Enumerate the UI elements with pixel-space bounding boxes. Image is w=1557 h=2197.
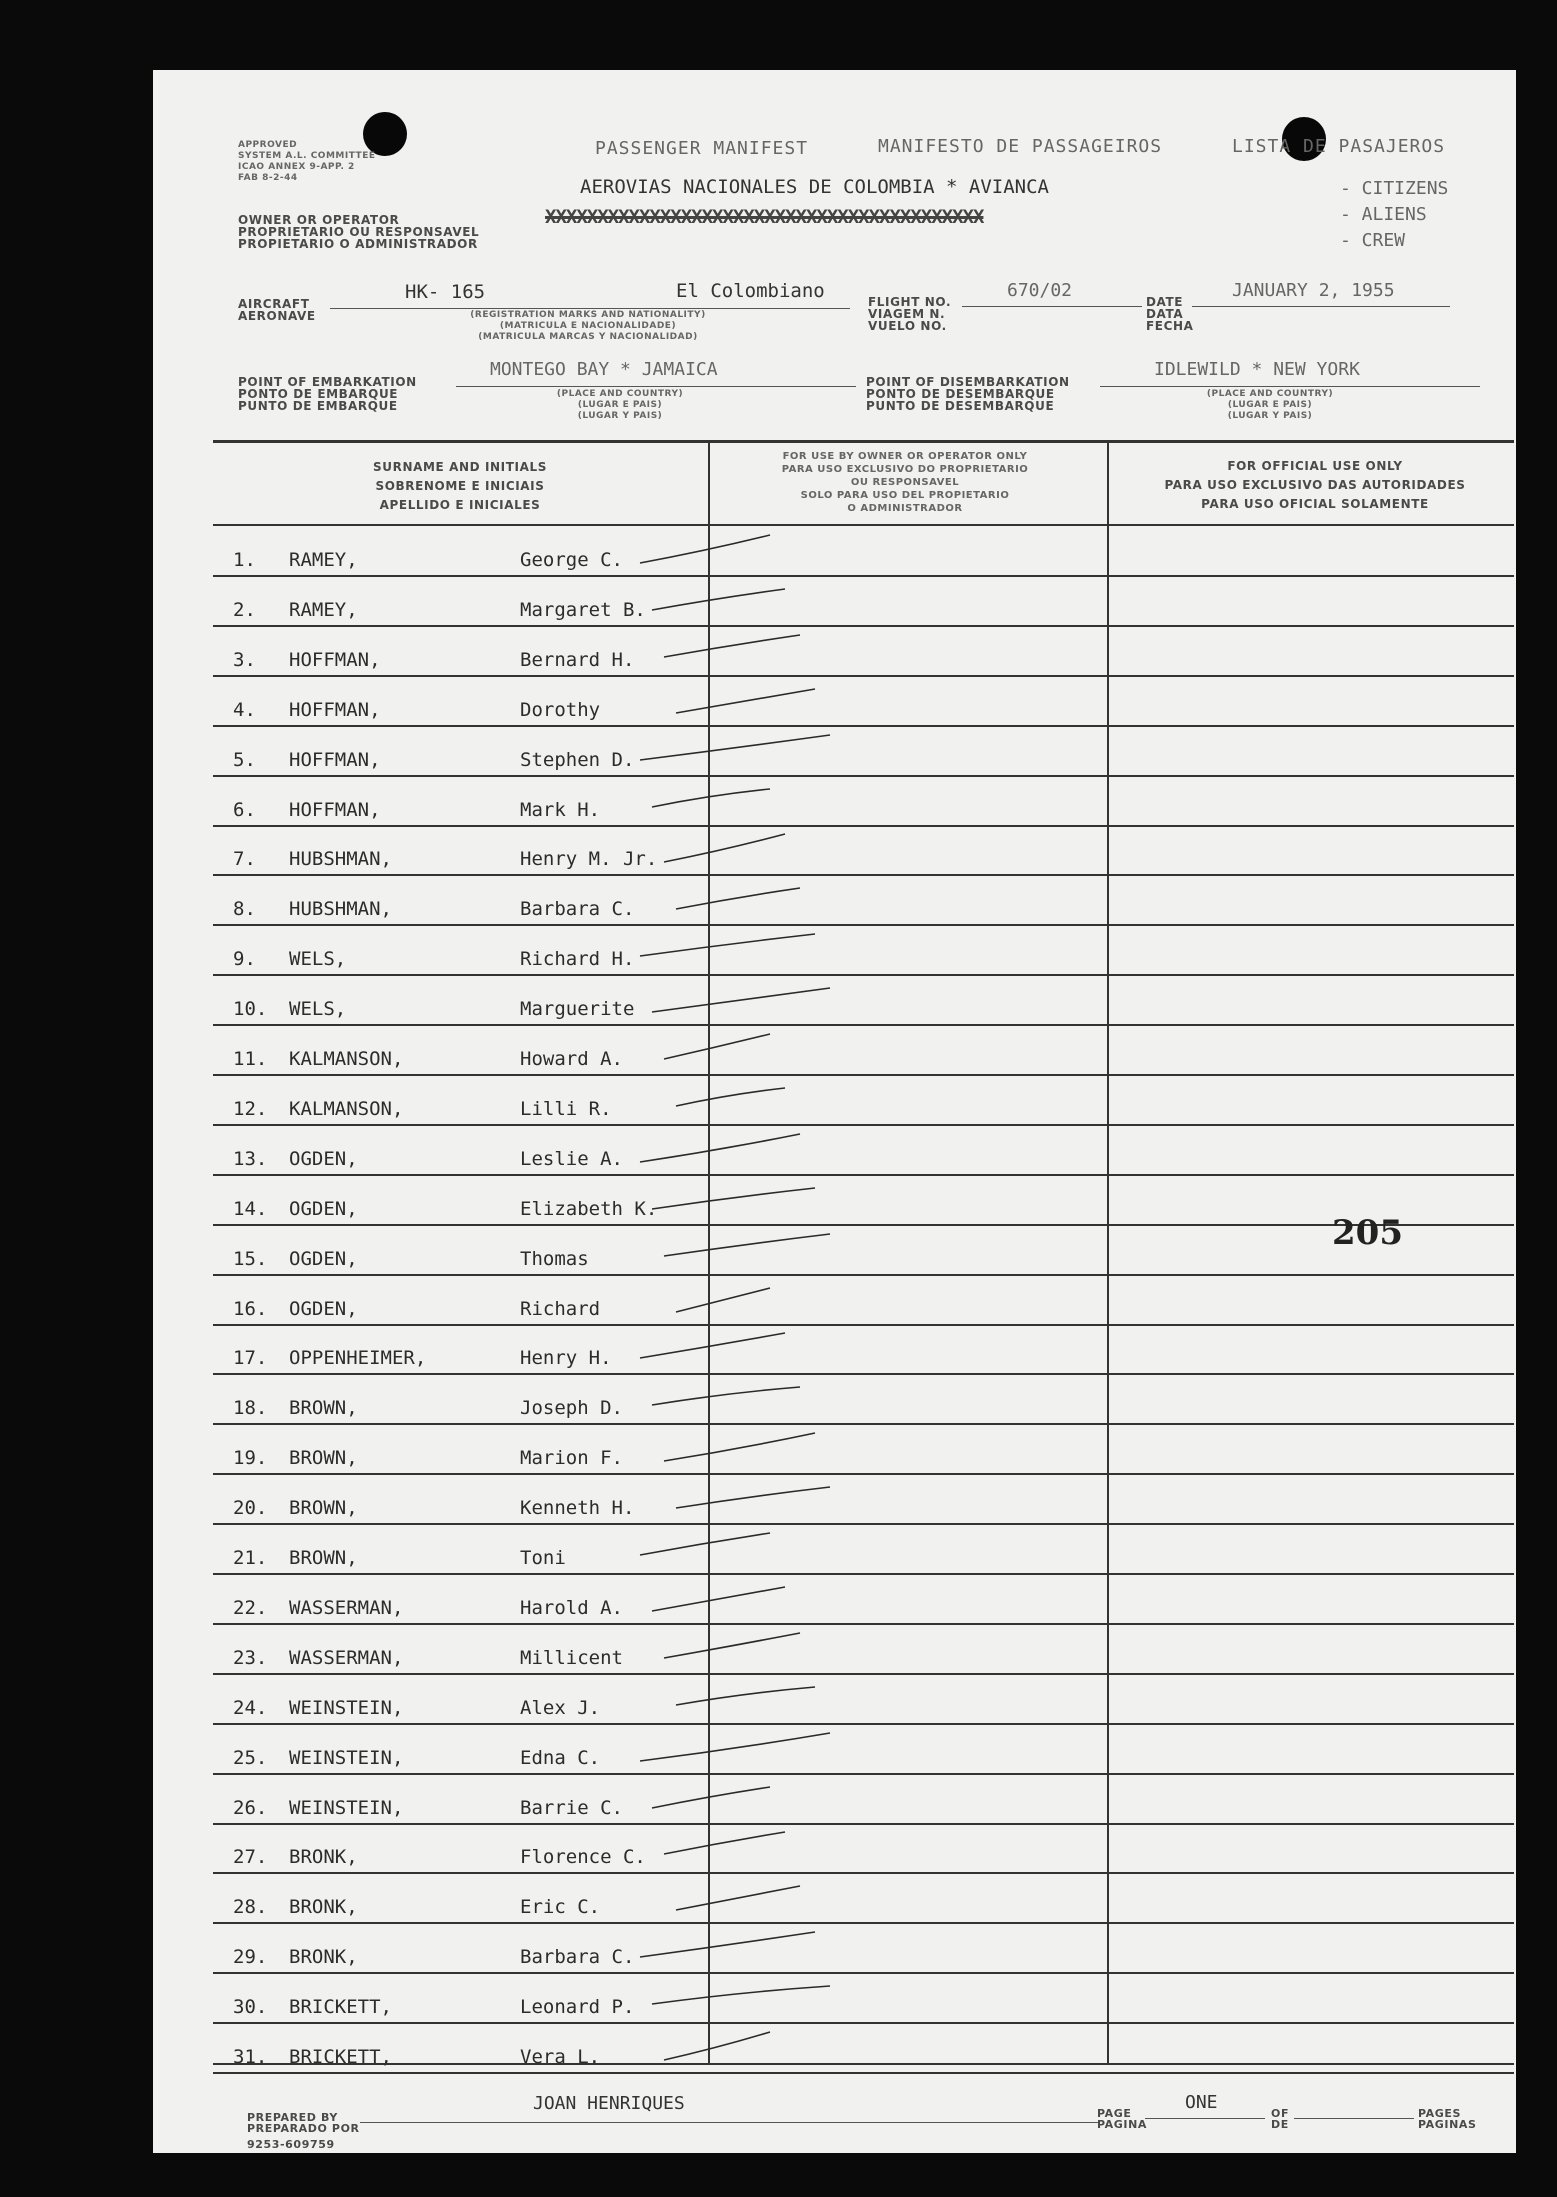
passenger-number: 28. [233,1896,268,1918]
class-citizens: - CITIZENS [1340,178,1449,199]
aircraft-registration: HK- 165 [405,281,486,303]
owner-label-line: OWNER OR OPERATOR [238,213,400,227]
passenger-surname: WEINSTEIN, [289,1797,404,1819]
passenger-given-name: Leslie A. [520,1148,623,1170]
passenger-surname: OGDEN, [289,1148,358,1170]
owner-label-line: PROPIETARIO O ADMINISTRADOR [238,237,478,251]
approval-line: APPROVED [238,140,298,150]
class-aliens: - ALIENS [1340,204,1427,225]
disembark-label-line: POINT OF DISEMBARKATION [866,375,1070,389]
passenger-surname: RAMEY, [289,599,358,621]
passenger-number: 22. [233,1597,268,1619]
table-row-rule [213,1074,1514,1076]
column-header-line: PARA USO EXCLUSIVO DAS AUTORIDADES [1164,478,1466,492]
table-row-rule [213,1024,1514,1026]
title-pt: MANIFESTO DE PASSAGEIROS [878,136,1163,157]
embark-label-line: POINT OF EMBARKATION [238,375,417,389]
passenger-given-name: Joseph D. [520,1397,623,1419]
table-top-rule [213,440,1514,443]
passenger-number: 31. [233,2046,268,2068]
passenger-given-name: Mark H. [520,799,601,821]
passenger-number: 29. [233,1946,268,1968]
column-header-line: APELLIDO E INICIALES [379,498,541,512]
of-label-line: DE [1271,2118,1289,2131]
class-crew: - CREW [1340,230,1406,251]
flight-label [868,296,951,332]
passenger-surname: WELS, [289,948,347,970]
passenger-surname: KALMANSON, [289,1098,404,1120]
date-label-line: FECHA [1146,319,1194,333]
column-header-owner [720,450,1090,515]
page-underline [1145,2118,1265,2119]
passenger-given-name: George C. [520,549,623,571]
embark-place-note [500,389,740,422]
passenger-given-name: Bernard H. [520,649,635,671]
passenger-given-name: Eric C. [520,1896,601,1918]
passenger-surname: OGDEN, [289,1198,358,1220]
passenger-surname: WEINSTEIN, [289,1697,404,1719]
embark-label-line: PUNTO DE EMBARQUE [238,399,398,413]
passenger-given-name: Howard A. [520,1048,623,1070]
passenger-number: 5. [233,749,256,771]
column-divider-owner [708,443,710,2063]
aircraft-note [438,310,738,343]
passenger-surname: BRICKETT, [289,1996,392,2018]
disembark-label-line: PUNTO DE DESEMBARQUE [866,399,1055,413]
aircraft-note-line: (MATRICULA MARCAS Y NACIONALIDAD) [478,332,698,342]
passenger-surname: HUBSHMAN, [289,848,392,870]
disembark-underline [1100,386,1480,387]
passenger-number: 19. [233,1447,268,1469]
pages-label-line: PAGES [1418,2107,1462,2120]
passenger-surname: BRONK, [289,1946,358,1968]
title-es: LISTA DE PASAJEROS [1232,136,1446,157]
place-note-line: (PLACE AND COUNTRY) [1206,389,1334,399]
prepared-label-line: PREPARADO POR [247,2122,360,2135]
approval-line: FAB 8-2-44 [238,173,298,183]
passenger-number: 25. [233,1747,268,1769]
page-label [1097,2108,1147,2130]
passenger-surname: BRONK, [289,1846,358,1868]
passenger-number: 15. [233,1248,268,1270]
table-row-rule [213,1823,1514,1825]
passenger-number: 9. [233,948,256,970]
passenger-number: 23. [233,1647,268,1669]
prepared-by-value: JOAN HENRIQUES [533,2093,685,2114]
column-header-line: PARA USO OFICIAL SOLAMENTE [1201,497,1429,511]
passenger-surname: WASSERMAN, [289,1647,404,1669]
column-header-official [1115,457,1515,514]
column-divider-official [1107,443,1109,2063]
passenger-surname: WASSERMAN, [289,1597,404,1619]
passenger-number: 7. [233,848,256,870]
table-row-rule [213,1922,1514,1924]
passenger-surname: HOFFMAN, [289,749,381,771]
owner-label-line: PROPRIETARIO OU RESPONSAVEL [238,225,480,239]
passenger-given-name: Vera L. [520,2046,601,2068]
footer-bottom-rule [213,2063,1514,2065]
table-row-rule [213,2072,1514,2074]
table-row-rule [213,1972,1514,1974]
embark-label-line: PONTO DE EMBARQUE [238,387,399,401]
flight-number: 670/02 [1007,280,1073,301]
owner-value: AEROVIAS NACIONALES DE COLOMBIA * AVIANCA [580,176,1049,198]
place-note-line: (LUGAR E PAIS) [1227,400,1313,410]
pages-label [1418,2108,1477,2130]
table-row-rule [213,1723,1514,1725]
stamp-number: 205 [1332,1213,1403,1253]
pages-label-line: PAGINAS [1418,2118,1477,2131]
passenger-given-name: Barbara C. [520,1946,635,1968]
column-header-line: PARA USO EXCLUSIVO DO PROPRIETARIO [781,464,1029,475]
passenger-given-name: Leonard P. [520,1996,635,2018]
passenger-surname: BROWN, [289,1547,358,1569]
passenger-given-name: Florence C. [520,1846,646,1868]
disembark-value: IDLEWILD * NEW YORK [1154,359,1360,380]
table-row-rule [213,1373,1514,1375]
date-value: JANUARY 2, 1955 [1232,280,1395,301]
passenger-surname: OGDEN, [289,1298,358,1320]
place-note-line: (PLACE AND COUNTRY) [556,389,684,399]
passenger-number: 2. [233,599,256,621]
flight-label-line: VIAGEM N. [868,307,946,321]
flight-label-line: FLIGHT NO. [868,295,952,309]
disembark-label [866,376,1070,412]
disembark-label-line: PONTO DE DESEMBARQUE [866,387,1055,401]
column-header-line: O ADMINISTRADOR [847,503,963,514]
passenger-number: 18. [233,1397,268,1419]
aircraft-note-line: (MATRICULA E NACIONALIDADE) [499,321,677,331]
passenger-number: 20. [233,1497,268,1519]
table-row-rule [213,1872,1514,1874]
passenger-surname: BRICKETT, [289,2046,392,2068]
passenger-given-name: Edna C. [520,1747,601,1769]
table-row-rule [213,1174,1514,1176]
passenger-given-name: Alex J. [520,1697,601,1719]
passenger-given-name: Marion F. [520,1447,623,1469]
passenger-number: 11. [233,1048,268,1070]
table-row-rule [213,1773,1514,1775]
passenger-number: 3. [233,649,256,671]
of-label [1271,2108,1289,2130]
embark-value: MONTEGO BAY * JAMAICA [490,359,718,380]
passenger-given-name: Elizabeth K. [520,1198,658,1220]
approval-block [238,140,376,184]
page-number: ONE [1185,2092,1218,2113]
page-label-line: PAGE [1097,2107,1132,2120]
table-row-rule [213,675,1514,677]
of-label-line: OF [1271,2107,1290,2120]
table-row-rule [213,1623,1514,1625]
table-row-rule [213,1124,1514,1126]
passenger-surname: WEINSTEIN, [289,1747,404,1769]
passenger-given-name: Thomas [520,1248,589,1270]
column-header-line: FOR OFFICIAL USE ONLY [1227,459,1403,473]
passenger-number: 16. [233,1298,268,1320]
table-row-rule [213,924,1514,926]
passenger-surname: HOFFMAN, [289,699,381,721]
passenger-number: 10. [233,998,268,1020]
passenger-number: 27. [233,1846,268,1868]
table-row-rule [213,974,1514,976]
passenger-given-name: Barbara C. [520,898,635,920]
passenger-number: 30. [233,1996,268,2018]
passenger-number: 26. [233,1797,268,1819]
passenger-surname: HOFFMAN, [289,649,381,671]
aircraft-note-line: (REGISTRATION MARKS AND NATIONALITY) [470,310,706,320]
passenger-surname: OGDEN, [289,1248,358,1270]
passenger-given-name: Margaret B. [520,599,646,621]
passenger-given-name: Millicent [520,1647,623,1669]
place-note-line: (LUGAR E PAIS) [577,400,663,410]
passenger-surname: RAMEY, [289,549,358,571]
date-underline [1192,306,1450,307]
table-row-rule [213,775,1514,777]
owner-struck-text: XXXXXXXXXXXXXXXXXXXXXXXXXXXXXXXXXXXXXXXXXX [545,206,984,228]
pages-underline [1294,2118,1414,2119]
embark-underline [456,386,856,387]
passenger-surname: BROWN, [289,1397,358,1419]
passenger-given-name: Henry M. Jr. [520,848,658,870]
approval-line: SYSTEM A.L. COMMITTEE [238,151,376,161]
aircraft-name: El Colombiano [676,280,825,302]
passenger-number: 17. [233,1347,268,1369]
form-number: 9253-609759 [247,2138,335,2151]
table-row-rule [213,825,1514,827]
owner-label [238,214,479,250]
date-label-line: DATE [1146,295,1184,309]
table-row-rule [213,1274,1514,1276]
embark-label [238,376,417,412]
passenger-given-name: Lilli R. [520,1098,612,1120]
prepared-underline [360,2122,1100,2123]
table-row-rule [213,625,1514,627]
table-row-rule [213,1573,1514,1575]
column-header-line: FOR USE BY OWNER OR OPERATOR ONLY [782,451,1028,462]
date-label [1146,296,1194,332]
aircraft-label-line: AERONAVE [238,309,316,323]
flight-label-line: VUELO NO. [868,319,947,333]
passenger-given-name: Dorothy [520,699,601,721]
table-row-rule [213,2022,1514,2024]
passenger-given-name: Harold A. [520,1597,623,1619]
passenger-number: 12. [233,1098,268,1120]
table-row-rule [213,575,1514,577]
approval-line: ICAO ANNEX 9-APP. 2 [238,162,355,172]
table-row-rule [213,1673,1514,1675]
passenger-number: 6. [233,799,256,821]
passenger-given-name: Toni [520,1547,566,1569]
place-note-line: (LUGAR Y PAIS) [577,411,663,421]
flight-underline [962,306,1142,307]
passenger-surname: HOFFMAN, [289,799,381,821]
table-row-rule [213,1224,1514,1226]
table-row-rule [213,874,1514,876]
passenger-number: 24. [233,1697,268,1719]
passenger-given-name: Henry H. [520,1347,612,1369]
column-header-line: SOBRENOME E INICIAIS [375,479,545,493]
passenger-surname: WELS, [289,998,347,1020]
disembark-place-note [1150,389,1390,422]
passenger-surname: HUBSHMAN, [289,898,392,920]
aircraft-label [238,298,316,322]
passenger-class-list [1340,176,1448,254]
passenger-given-name: Kenneth H. [520,1497,635,1519]
passenger-given-name: Barrie C. [520,1797,623,1819]
passenger-given-name: Richard H. [520,948,635,970]
passenger-number: 14. [233,1198,268,1220]
aircraft-label-line: AIRCRAFT [238,297,310,311]
prepared-label [247,2112,360,2134]
date-label-line: DATA [1146,307,1184,321]
passenger-number: 21. [233,1547,268,1569]
passenger-surname: KALMANSON, [289,1048,404,1070]
passenger-surname: BROWN, [289,1497,358,1519]
column-header-name [300,458,620,515]
passenger-surname: OPPENHEIMER, [289,1347,427,1369]
passenger-given-name: Marguerite [520,998,635,1020]
passenger-number: 13. [233,1148,268,1170]
table-row-rule [213,1423,1514,1425]
prepared-label-line: PREPARED BY [247,2111,338,2124]
column-header-line: OU RESPONSAVEL [850,477,960,488]
table-row-rule [213,1324,1514,1326]
passenger-given-name: Stephen D. [520,749,635,771]
table-row-rule [213,725,1514,727]
passenger-number: 1. [233,549,256,571]
table-row-rule [213,1473,1514,1475]
table-row-rule [213,1523,1514,1525]
title-en: PASSENGER MANIFEST [595,138,809,159]
column-header-line: SOLO PARA USO DEL PROPIETARIO [800,490,1010,501]
passenger-given-name: Richard [520,1298,601,1320]
passenger-surname: BRONK, [289,1896,358,1918]
passenger-surname: BROWN, [289,1447,358,1469]
table-header-rule [213,524,1514,526]
page-label-line: PAGINA [1097,2118,1148,2131]
passenger-number: 4. [233,699,256,721]
aircraft-underline [330,308,850,309]
column-header-line: SURNAME AND INITIALS [373,460,547,474]
place-note-line: (LUGAR Y PAIS) [1227,411,1313,421]
passenger-number: 8. [233,898,256,920]
